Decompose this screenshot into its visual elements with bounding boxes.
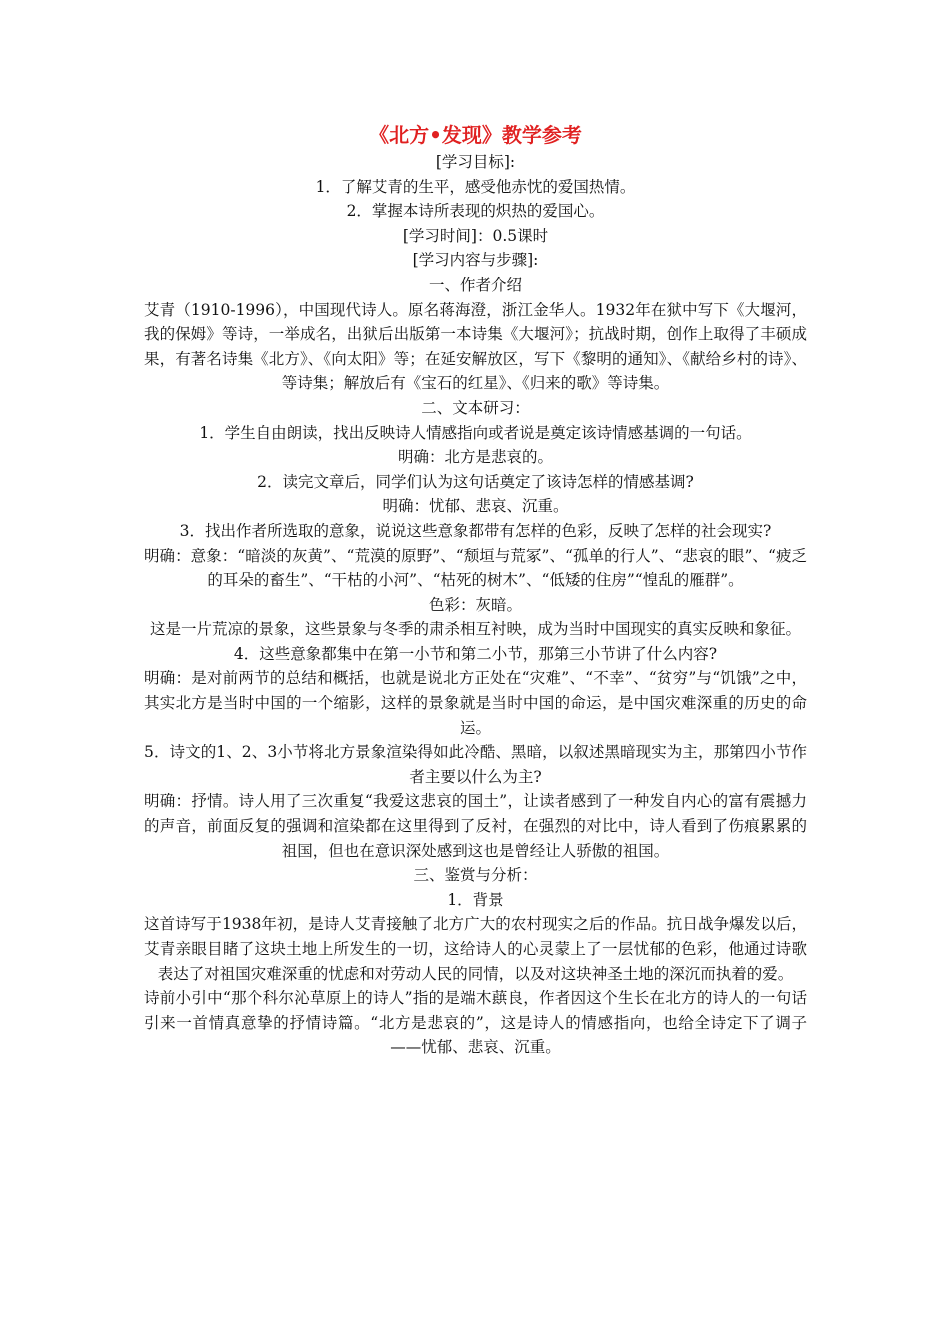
goals-heading: [学习目标]:	[435, 153, 516, 171]
background-paragraph-1: 这首诗写于1938年初，是诗人艾青接触了北方广大的农村现实之后的作品。抗日战争爆发以后，艾青亲眼目睹了这块土地上所发生的一切，这给诗人的心灵蒙上了一层忧郁的色彩，他通过诗歌表达了对祖国灾难深重的忧虑和对劳动人民的同情，以及对这块神圣土地的深沉而执着的爱。	[144, 915, 807, 983]
answer-3: 明确：意象：“暗淡的灰黄”、“荒漠的原野”、“颓垣与荒冢”、“孤单的行人”、“悲哀的眼”、“疲乏的耳朵的畜生”、“干枯的小河”、“枯死的树木”、“低矮的住房”“惶乱的雁群”。	[144, 546, 807, 590]
part2-heading: 二、文本研习：	[421, 398, 530, 417]
answer-5: 明确：抒情。诗人用了三次重复“我爱这悲哀的国土”，让读者感到了一种发自内心的富有震撼力的声音，前面反复的强调和渲染都在这里得到了反衬，在强烈的对比中，诗人看到了伤痕累累的祖国，但也在意识深处感到这也是曾经让人骄傲的祖国。	[144, 792, 807, 860]
background-paragraph-2: 诗前小引中“那个科尔沁草原上的诗人”指的是端木蕻良，作者因这个生长在北方的诗人的一句话引来一首情真意挚的抒情诗篇。“北方是悲哀的”，这是诗人的情感指向，也给全诗定下了调子——忧郁、悲哀、沉重。	[144, 989, 807, 1057]
answer-3-reality: 这是一片荒凉的景象，这些景象与冬季的肃杀相互衬映，成为当时中国现实的真实反映和象征。	[149, 620, 801, 639]
question-1: 1．学生自由朗读，找出反映诗人情感指向或者说是奠定该诗情感基调的一句话。	[199, 423, 752, 442]
question-4: 4．这些意象都集中在第一小节和第二小节，那第三小节讲了什么内容?	[233, 644, 718, 663]
document-title: 《北方•发现》教学参考	[369, 123, 582, 147]
steps-heading: [学习内容与步骤]:	[412, 251, 539, 270]
part3-heading: 三、鉴赏与分析：	[413, 866, 538, 885]
part1-heading: 一、作者介绍	[428, 275, 522, 294]
answer-2: 明确：忧郁、悲哀、沉重。	[382, 497, 569, 516]
author-intro-paragraph: 艾青（1910-1996），中国现代诗人。原名蒋海澄，浙江金华人。1932年在狱中写下《大堰河，我的保姆》等诗，一举成名，出狱后出版第一本诗集《大堰河》；抗战时期，创作上取得了丰硕成果，有著名诗集《北方》、《向太阳》等；在延安解放区，写下《黎明的通知》、《献给乡村的诗》、等诗集；解放后有《宝石的红星》、《归来的歌》等诗集。	[144, 300, 807, 393]
goal-item-2: 2．掌握本诗所表现的炽热的爱国心。	[346, 202, 605, 221]
answer-3-color: 色彩：灰暗。	[428, 595, 522, 614]
study-time: [学习时间]：0.5课时	[402, 226, 549, 245]
question-2: 2．读完文章后，同学们认为这句话奠定了该诗怎样的情感基调?	[257, 472, 694, 491]
goal-item-1: 1．了解艾青的生平，感受他赤忱的爱国热情。	[315, 177, 636, 196]
question-3: 3．找出作者所选取的意象，说说这些意象都带有怎样的色彩，反映了怎样的社会现实?	[179, 521, 772, 540]
question-5: 5．诗文的1、2、3小节将北方景象渲染得如此冷酷、黑暗，以叙述黑暗现实为主，那第四小节作者主要以什么为主?	[144, 743, 807, 786]
background-heading: 1．背景	[447, 890, 504, 909]
answer-4: 明确：是对前两节的总结和概括，也就是说北方正处在“灾难”、“不幸”、“贫穷”与“饥饿”之中，其实北方是当时中国的一个缩影，这样的景象就是当时中国的命运，是中国灾难深重的历史的命运。	[144, 669, 807, 737]
answer-1: 明确：北方是悲哀的。	[397, 448, 553, 467]
document-page	[144, 120, 807, 1060]
